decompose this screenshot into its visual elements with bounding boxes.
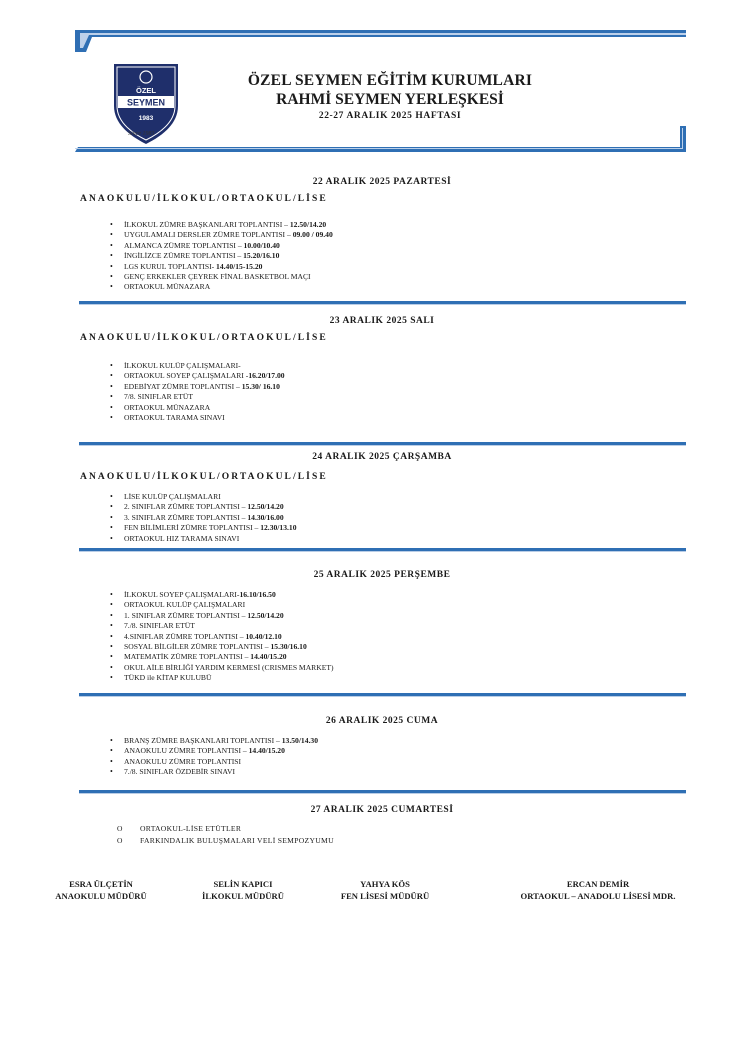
list-item: • ORTAOKUL SOYEP ÇALIŞMALARI -16.20/17.00 [110,371,285,381]
signature-name: ERCAN DEMİR [566,879,630,889]
day-title: 23 ARALIK 2025 SALI [329,316,435,326]
logo-top-text: ÖZEL [136,86,156,95]
event-list [110,492,297,544]
list-item: • TÜKD ile KİTAP KULUBÜ [110,673,334,683]
list-item: • SOSYAL BİLGİLER ZÜMRE TOPLANTISI – 15.30/16.10 [110,642,334,652]
signature-name: ESRA ÜLÇETİN [69,879,133,889]
list-item: • GENÇ ERKEKLER ÇEYREK FİNAL BASKETBOL MAÇI [110,272,333,282]
list-item: • 7./8. SINIFLAR ÖZDEBİR SINAVI [110,767,318,777]
list-item: • UYGULAMALI DERSLER ZÜMRE TOPLANTISI – 09.00 / 09.40 [110,230,333,240]
day-title: 26 ARALIK 2025 CUMA [325,716,439,726]
school-levels: ANAOKULU/İLKOKUL/ORTAOKUL/LİSE [80,194,328,204]
list-item: • 3. SINIFLAR ZÜMRE TOPLANTISI – 14.30/16.00 [110,513,297,523]
day-title: 24 ARALIK 2025 ÇARŞAMBA [312,452,452,462]
logo-band-text: SEYMEN [126,97,166,108]
signature-role: ANAOKULU MÜDÜRÜ [55,891,147,901]
list-item: • ORTAOKUL KULÜP ÇALIŞMALARI [110,600,334,610]
section-divider [79,301,686,304]
event-list [110,823,334,847]
list-item: • İNGİLİZCE ZÜMRE TOPLANTISI – 15.20/16.10 [110,251,333,261]
event-list [110,590,334,684]
week-label: 22-27 ARALIK 2025 HAFTASI [318,111,462,121]
list-item: • LGS KURUL TOPLANTISI- 14.40/15-15.20 [110,262,333,272]
signature-name: SELİN KAPICI [213,879,273,889]
list-item: • 4.SINIFLAR ZÜMRE TOPLANTISI – 10.40/12.10 [110,632,334,642]
logo-year: 1983 [138,115,154,122]
logo-since: Since 1983 [128,131,155,137]
list-item: • İLKOKUL ZÜMRE BAŞKANLARI TOPLANTISI – 12.50/14.20 [110,220,333,230]
list-item: • FEN BİLİMLERİ ZÜMRE TOPLANTISI – 12.30/13.10 [110,523,297,533]
list-item: • 2. SINIFLAR ZÜMRE TOPLANTISI – 12.50/14.20 [110,502,297,512]
signature-block [330,878,440,902]
section-divider [79,693,686,696]
event-list [110,736,318,778]
school-levels: ANAOKULU/İLKOKUL/ORTAOKUL/LİSE [80,333,328,343]
event-list [110,361,285,423]
list-item: • ORTAOKUL TARAMA SINAVI [110,413,285,423]
page-title: ÖZEL SEYMEN EĞİTİM KURUMLARI [247,72,533,89]
list-item: • 1. SINIFLAR ZÜMRE TOPLANTISI – 12.50/14.20 [110,611,334,621]
list-item: • İLKOKUL KULÜP ÇALIŞMALARI- [110,361,285,371]
list-item: • İLKOKUL SOYEP ÇALIŞMALARI-16.10/16.50 [110,590,334,600]
list-item: • ANAOKULU ZÜMRE TOPLANTISI [110,757,318,767]
list-item: • OKUL AİLE BİRLİĞİ YARDIM KERMESİ (CRISMES MARKET) [110,663,334,673]
list-item: • ORTAOKUL HIZ TARAMA SINAVI [110,534,297,544]
list-item: • EDEBİYAT ZÜMRE TOPLANTISI – 15.30/ 16.10 [110,382,285,392]
signature-role: ORTAOKUL – ANADOLU LİSESİ MDR. [520,891,676,901]
list-item: • BRANŞ ZÜMRE BAŞKANLARI TOPLANTISI – 13.50/14.30 [110,736,318,746]
list-item: • ORTAOKUL MÜNAZARA [110,403,285,413]
section-divider [79,548,686,551]
signature-block [46,878,156,902]
signature-name: YAHYA KÖS [360,879,410,889]
list-item: • 7./8. SINIFLAR ETÜT [110,621,334,631]
signature-role: FEN LİSESİ MÜDÜRÜ [340,891,430,901]
signature-block [188,878,298,902]
list-item: • LİSE KULÜP ÇALIŞMALARI [110,492,297,502]
signature-block [498,878,698,902]
section-divider [79,442,686,445]
school-levels: ANAOKULU/İLKOKUL/ORTAOKUL/LİSE [80,472,328,482]
list-item: • 7/8. SINIFLAR ETÜT [110,392,285,402]
list-item: O FARKINDALIK BULUŞMALARI VELİ SEMPOZYUMU [110,835,334,847]
list-item: • ORTAOKUL MÜNAZARA [110,282,333,292]
event-list [110,220,333,293]
signature-role: İLKOKUL MÜDÜRÜ [202,891,284,901]
list-item: • ALMANCA ZÜMRE TOPLANTISI – 10.00/10.40 [110,241,333,251]
list-item: O ORTAOKUL-LİSE ETÜTLER [110,823,334,835]
list-item: • MATEMATİK ZÜMRE TOPLANTISI – 14.40/15.20 [110,652,334,662]
section-divider [79,790,686,793]
page-subtitle: RAHMİ SEYMEN YERLEŞKESİ [276,91,504,108]
day-title: 25 ARALIK 2025 PERŞEMBE [313,570,451,580]
day-title: 27 ARALIK 2025 CUMARTESİ [310,805,454,815]
day-title: 22 ARALIK 2025 PAZARTESİ [312,177,452,187]
list-item: • ANAOKULU ZÜMRE TOPLANTISI – 14.40/15.20 [110,746,318,756]
